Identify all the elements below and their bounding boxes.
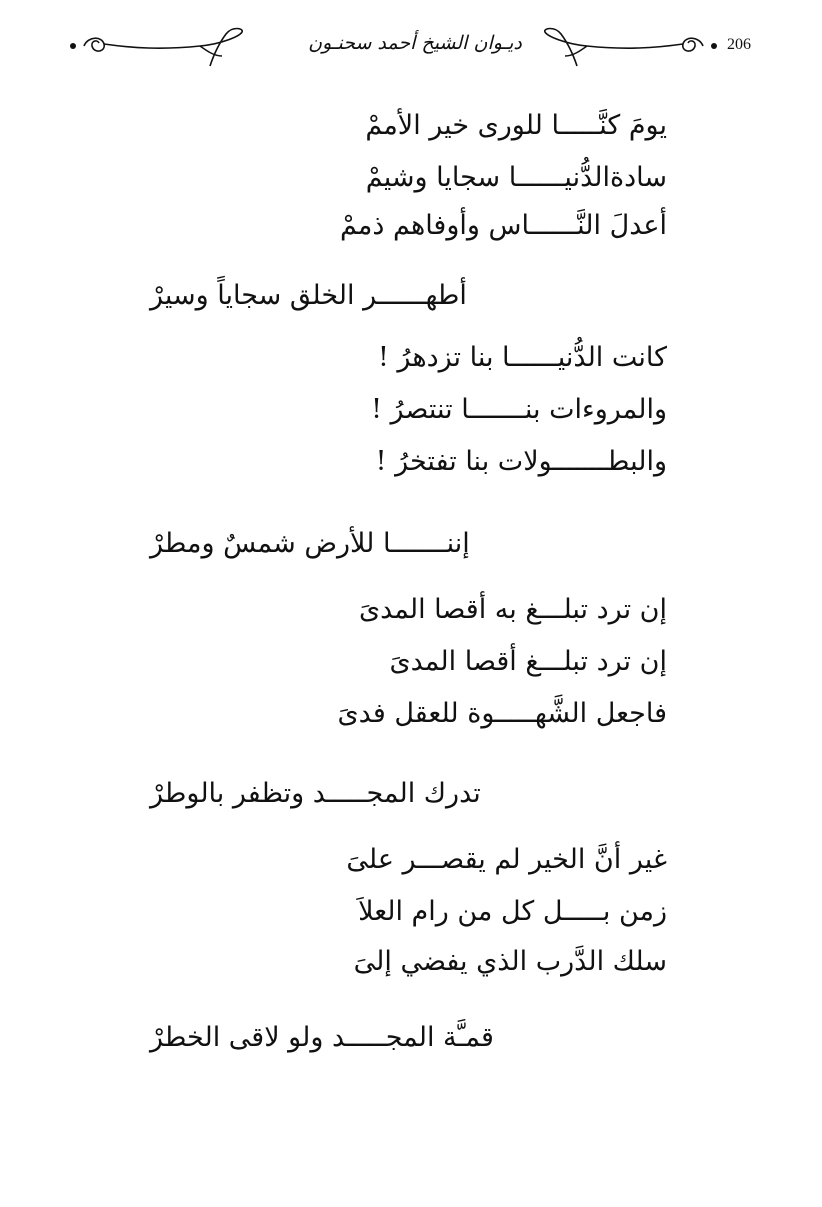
verse-line: أعدلَ النَّــــــاس وأوفاهم ذممْ xyxy=(339,210,667,241)
running-title: ديـوان الشيخ أحمد سحنـون xyxy=(308,32,522,54)
page-header xyxy=(0,26,822,70)
left-ornament-icon xyxy=(82,26,247,70)
page-number: 206 xyxy=(727,36,751,53)
verse-line: غير أنَّ الخير لم يقصـــر علىَ xyxy=(346,844,667,875)
refrain-line: تدرك المجـــــد وتظفر بالوطرْ xyxy=(150,778,481,809)
verse-line: فاجعل الشَّهـــــوة للعقل فدىَ xyxy=(337,698,667,729)
verse-line: كانت الدُّنيــــــا بنا تزدهرُ ! xyxy=(378,342,667,373)
verse-line: سادةالدُّنيــــــا سجايا وشيمْ xyxy=(365,162,667,193)
verse-line: إن ترد تبلـــغ أقصا المدىَ xyxy=(389,646,667,677)
verse-line: والمروءات بنـــــــا تنتصرُ ! xyxy=(371,394,667,425)
verse-line: زمن بـــــل كل من رام العلاَ xyxy=(358,896,667,927)
verse-line: إن ترد تبلـــغ به أقصا المدىَ xyxy=(358,594,667,625)
bullet-dot-right xyxy=(711,43,717,49)
bullet-dot-left xyxy=(70,43,76,49)
right-ornament-icon xyxy=(540,26,705,70)
verse-line: سلك الدَّرب الذي يفضي إلىَ xyxy=(353,946,667,977)
refrain-line: إننـــــــا للأرض شمسٌ ومطرْ xyxy=(150,528,470,559)
refrain-line: أطهــــــر الخلق سجاياً وسيرْ xyxy=(150,280,467,311)
verse-line: والبطـــــــولات بنا تفتخرُ ! xyxy=(375,446,667,477)
verse-line: يومَ كنَّـــــا للورى خير الأممْ xyxy=(365,110,667,141)
refrain-line: قمـَّة المجـــــد ولو لاقى الخطرْ xyxy=(150,1022,494,1053)
